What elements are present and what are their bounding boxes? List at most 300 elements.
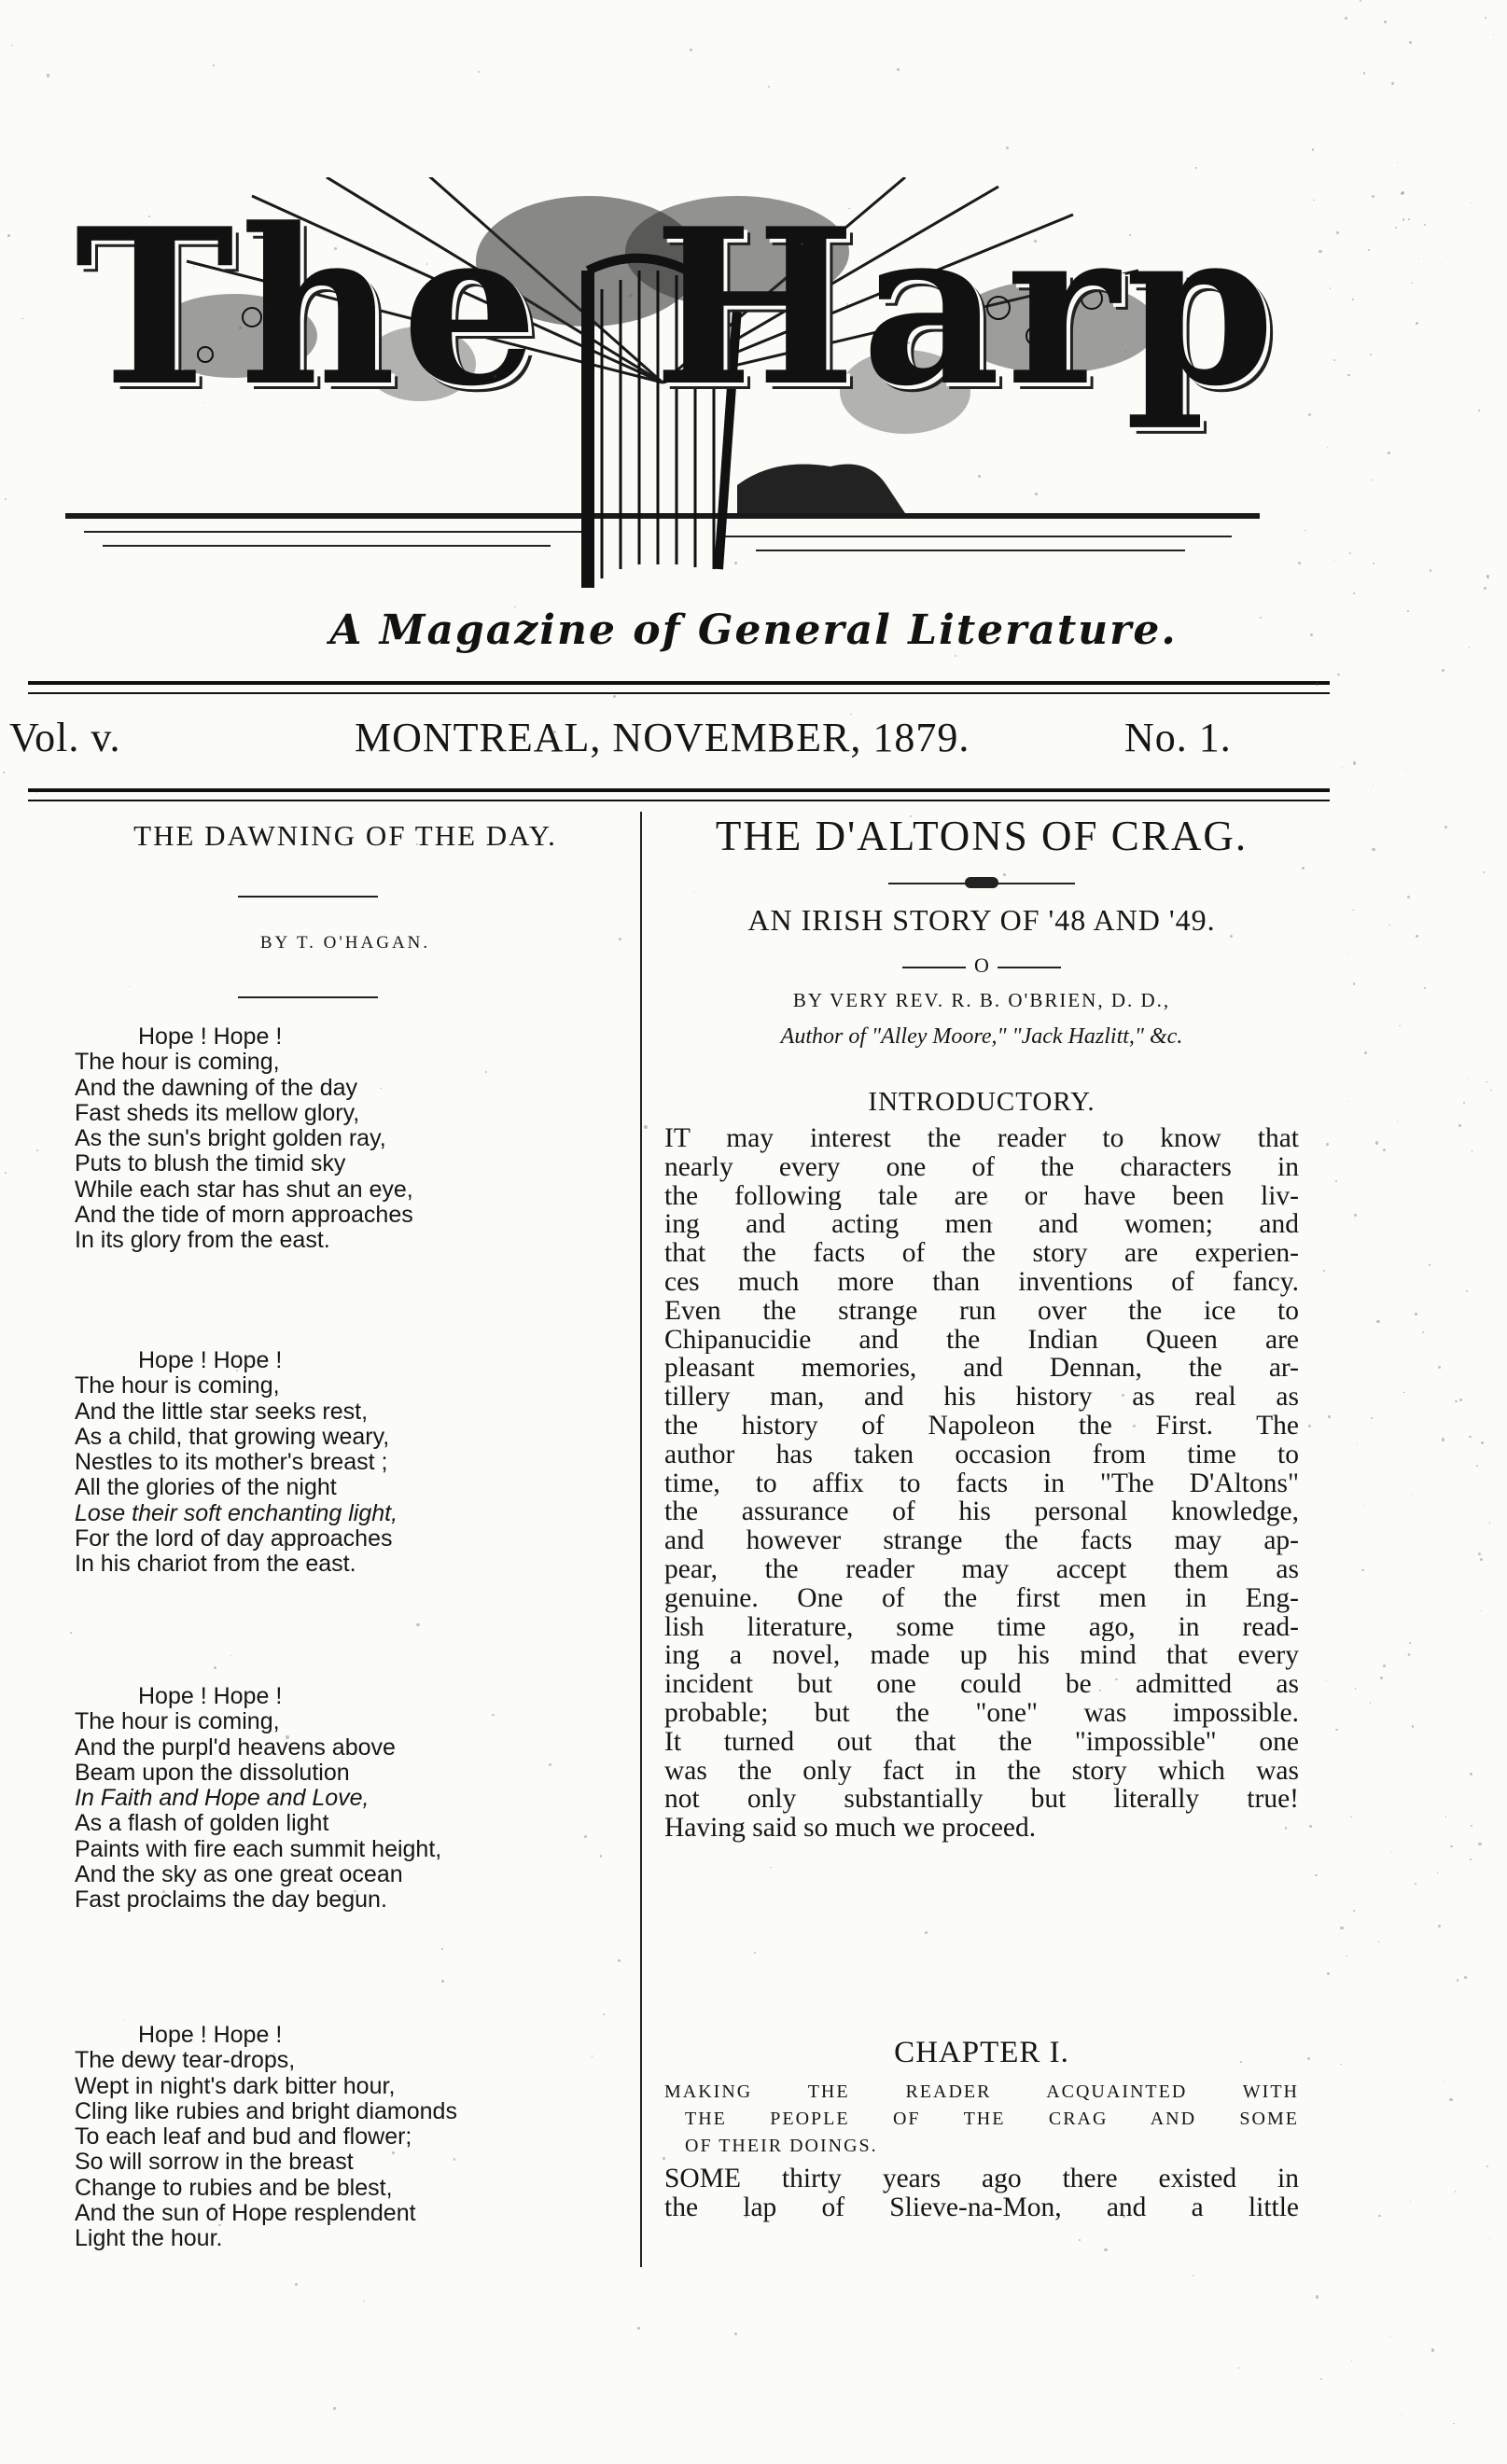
scan-speck	[1372, 480, 1374, 481]
poem-line: The hour is coming,	[75, 1049, 280, 1076]
scan-speck	[1480, 1558, 1483, 1561]
scan-speck	[1353, 1910, 1355, 1912]
scan-speck	[1373, 785, 1374, 786]
scan-speck	[1405, 770, 1406, 771]
prose-line: pleasant memories, and Dennan, the ar-	[664, 1354, 1299, 1384]
scan-speck	[1328, 1415, 1331, 1418]
scan-speck	[441, 1948, 443, 1950]
poem-stanza-4	[75, 2023, 635, 2252]
prose-line: was the only fact in the story which was	[664, 1756, 1299, 1786]
scan-speck	[1485, 17, 1486, 19]
scan-speck	[1415, 1883, 1417, 1886]
scan-speck	[1320, 2378, 1322, 2380]
prose-line: lish literature, some time ago, in read-	[664, 1612, 1299, 1642]
scan-speck	[1424, 987, 1426, 989]
story-subtitle: AN IRISH STORY OF '48 AND '49.	[747, 903, 1216, 937]
scan-speck	[1349, 552, 1351, 554]
scan-speck	[1416, 935, 1418, 938]
scan-speck	[955, 655, 956, 657]
scan-speck	[1478, 1843, 1481, 1845]
scan-speck	[1407, 896, 1410, 898]
scan-speck	[162, 1890, 165, 1893]
poem-line: The dewy tear-drops,	[75, 2047, 296, 2074]
scan-speck	[1348, 1101, 1349, 1102]
poem-stanza-2	[75, 1348, 635, 1578]
scan-speck	[1388, 452, 1390, 454]
scan-speck	[1003, 873, 1006, 876]
scan-speck	[1319, 250, 1321, 253]
scan-speck	[1486, 575, 1489, 578]
scan-speck	[1370, 1702, 1371, 1703]
scan-speck	[273, 2053, 275, 2054]
issue-number-label: No. 1.	[1124, 715, 1232, 760]
scan-speck	[1486, 2165, 1488, 2167]
scan-speck	[1395, 227, 1397, 229]
masthead-subtitle: A Magazine of General Literature.	[329, 606, 1178, 654]
scan-speck	[416, 843, 418, 845]
scan-speck	[1450, 1845, 1453, 1848]
scan-speck	[1455, 1400, 1457, 1402]
scan-speck	[754, 1952, 756, 1954]
prose-line: genuine. One of the first men in Eng-	[664, 1583, 1299, 1613]
poem-line: And the sky as one great ocean	[75, 1861, 403, 1888]
scan-speck	[1463, 1102, 1465, 1104]
prose-line: Chipanucidie and the Indian Queen are	[664, 1325, 1299, 1355]
scan-speck	[1424, 224, 1426, 226]
scan-speck	[230, 1655, 231, 1656]
poem-line: And the tide of morn approaches	[75, 1202, 413, 1229]
scan-speck	[1326, 1680, 1327, 1681]
scan-speck	[659, 218, 662, 221]
scan-speck	[1447, 256, 1448, 257]
prose-line: Having said so much we proceed.	[664, 1814, 1037, 1843]
scan-speck	[148, 216, 150, 217]
scan-speck	[1372, 195, 1374, 198]
scan-speck	[1470, 1773, 1472, 1775]
scan-speck	[1422, 1331, 1424, 1333]
scan-speck	[1195, 167, 1197, 169]
poem-line: Paints with fire each summit height,	[75, 1835, 442, 1862]
scan-speck	[36, 1149, 38, 1151]
scan-speck	[1478, 1552, 1481, 1555]
poem-line: As a child, that growing weary,	[75, 1423, 390, 1450]
poem-line: In his chariot from the east.	[75, 1551, 356, 1578]
scan-speck	[11, 45, 12, 46]
scan-speck	[1124, 351, 1126, 353]
scan-speck	[1484, 587, 1486, 590]
scan-speck	[1342, 767, 1343, 768]
prose-line: It turned out that the "impossible" one	[664, 1727, 1299, 1757]
scan-speck	[1323, 1270, 1325, 1272]
scan-speck	[690, 49, 692, 51]
volume-label: Vol. v.	[9, 715, 121, 760]
circle-separator: O	[902, 954, 1061, 978]
scan-speck	[1361, 1569, 1364, 1572]
story-author-credits: Author of "Alley Moore," "Jack Hazlitt," &c.	[780, 1024, 1183, 1049]
scan-speck	[1464, 1976, 1467, 1979]
scan-speck	[1442, 1438, 1444, 1441]
poem-line: As a flash of golden light	[75, 1810, 329, 1837]
scan-speck	[1123, 2216, 1125, 2219]
scan-speck	[1337, 674, 1339, 675]
scan-speck	[1079, 2239, 1081, 2241]
chapter-text	[664, 2165, 1299, 2222]
scan-speck	[618, 1959, 621, 1962]
scan-speck	[1316, 683, 1318, 685]
scan-speck	[1370, 354, 1372, 355]
scan-speck	[1388, 925, 1389, 926]
scan-speck	[1129, 234, 1131, 236]
scan-speck	[1357, 1444, 1358, 1445]
scan-speck	[1466, 1290, 1468, 1292]
prose-line: IT may interest the reader to know that	[664, 1124, 1299, 1153]
scan-speck	[1352, 299, 1354, 300]
prose-line: pear, the reader may accept them as	[664, 1554, 1299, 1584]
scan-speck	[1334, 560, 1335, 561]
scan-speck	[1057, 1440, 1058, 1441]
scan-speck	[1409, 1642, 1411, 1644]
poem-line: As the sun's bright golden ray,	[75, 1125, 386, 1152]
scan-speck	[1444, 826, 1447, 828]
scan-speck	[1307, 2057, 1310, 2060]
scan-speck	[1471, 1825, 1472, 1827]
scan-speck	[200, 2183, 202, 2185]
scan-speck	[295, 2283, 298, 2286]
scan-speck	[363, 2301, 364, 2302]
scan-speck	[615, 211, 617, 213]
scan-speck	[1489, 1522, 1491, 1524]
poem-line: So will sorrow in the breast	[75, 2149, 354, 2176]
scan-speck	[115, 1218, 117, 1220]
scan-speck	[1240, 2061, 1241, 2062]
scan-speck	[1133, 1425, 1136, 1427]
scan-speck	[1402, 191, 1404, 194]
scan-speck	[910, 815, 912, 817]
prose-line: SOME thirty years ago there existed in	[664, 2165, 1299, 2193]
scan-speck	[1397, 162, 1398, 163]
scan-speck	[1345, 17, 1347, 20]
scan-speck	[1122, 1394, 1124, 1397]
poem-line: Wept in night's dark bitter hour,	[75, 2072, 396, 2099]
scan-speck	[1431, 2348, 1434, 2351]
caption-line: MAKING THE READER ACQUAINTED WITH	[664, 2081, 1299, 2102]
scan-speck	[1483, 871, 1485, 873]
scan-speck	[1351, 2360, 1352, 2361]
poem-line: Lose their soft enchanting light,	[75, 1499, 398, 1526]
scan-speck	[1364, 1505, 1365, 1506]
scan-speck	[1472, 1150, 1473, 1152]
scan-speck	[1099, 1690, 1100, 1691]
scan-speck	[925, 1931, 928, 1934]
prose-line: and however strange the facts may ap-	[664, 1526, 1299, 1555]
scan-speck	[1309, 1825, 1312, 1828]
story-title: THE D'ALTONS OF CRAG.	[715, 813, 1249, 859]
scan-speck	[1298, 562, 1301, 564]
scan-speck	[494, 375, 496, 378]
scan-speck	[1409, 41, 1412, 44]
poem-line: While each star has shut an eye,	[75, 1176, 413, 1203]
scan-speck	[1445, 1816, 1447, 1817]
scan-speck	[213, 64, 215, 66]
scan-speck	[1316, 2295, 1319, 2298]
poem-line: And the little star seeks rest,	[75, 1398, 369, 1425]
scan-speck	[922, 1173, 925, 1176]
scan-speck	[1355, 1688, 1356, 1689]
scan-speck	[1335, 1729, 1338, 1732]
scan-speck	[1490, 1090, 1492, 1092]
scan-speck	[768, 86, 770, 88]
poem-title-rule	[238, 896, 378, 898]
poem-line: In Faith and Hope and Love,	[75, 1785, 370, 1812]
poem-line: All the glories of the night	[75, 1474, 337, 1501]
scan-speck	[1193, 2275, 1194, 2276]
scan-speck	[734, 2332, 737, 2335]
scan-speck	[416, 1623, 419, 1626]
poem-line: The hour is coming,	[75, 1372, 280, 1399]
prose-line: nearly every one of the characters in	[664, 1152, 1299, 1182]
scan-speck	[644, 1125, 647, 1128]
scan-speck	[1312, 148, 1315, 151]
scan-speck	[1471, 202, 1472, 203]
poem-byline: BY T. O'HAGAN.	[259, 933, 431, 953]
scan-speck	[1315, 1874, 1317, 1876]
scan-speck	[1035, 493, 1038, 495]
scan-speck	[124, 2019, 125, 2020]
scan-speck	[1408, 1653, 1410, 1655]
scan-speck	[1363, 72, 1366, 75]
scan-speck	[1412, 1725, 1415, 1728]
scan-speck	[1480, 1610, 1481, 1611]
scan-speck	[986, 1201, 987, 1202]
scan-speck	[1442, 669, 1444, 672]
scan-speck	[1457, 1979, 1458, 1981]
scan-speck	[1034, 240, 1037, 243]
poem-line: Hope ! Hope !	[138, 2022, 283, 2048]
scan-speck	[1383, 1664, 1386, 1667]
column-divider	[640, 812, 642, 2267]
prose-line: the following tale are or have been liv-	[664, 1181, 1299, 1211]
scan-speck	[1384, 21, 1387, 23]
scan-speck	[637, 2327, 639, 2329]
scan-speck	[1372, 848, 1374, 851]
scan-speck	[1285, 1827, 1288, 1830]
poem-line: Light the hour.	[75, 2225, 223, 2252]
scan-speck	[1489, 2238, 1490, 2239]
scan-speck	[1353, 761, 1356, 764]
scan-speck	[1336, 231, 1338, 233]
scan-speck	[1453, 2423, 1454, 2424]
scan-speck	[1330, 287, 1331, 288]
scan-speck	[478, 71, 480, 73]
scan-speck	[603, 2013, 605, 2015]
scan-speck	[1230, 935, 1233, 938]
bottom-double-rule-thin	[28, 800, 1330, 801]
scan-speck	[663, 2157, 665, 2160]
scan-speck	[1371, 1417, 1373, 1419]
scan-speck	[1310, 633, 1313, 636]
prose-line: that the facts of the story are experien-	[664, 1239, 1299, 1268]
scan-speck	[1469, 1436, 1471, 1438]
poem-line: Fast proclaims the day begun.	[75, 1886, 387, 1914]
introductory-text	[664, 1124, 1299, 1843]
prose-line: probable; but the "one" was impossible.	[664, 1698, 1299, 1728]
caption-line: THE PEOPLE OF THE CRAG AND SOME	[685, 2109, 1299, 2129]
poem-stanza-1	[75, 1024, 635, 1254]
scan-speck	[1378, 2215, 1381, 2218]
scan-speck	[1375, 1141, 1378, 1144]
scan-speck	[1373, 563, 1374, 564]
masthead-title-harp: Harp	[653, 182, 1281, 434]
chapter-heading: CHAPTER I.	[894, 2036, 1069, 2069]
scan-speck	[70, 1632, 72, 1634]
scan-speck	[1352, 910, 1354, 912]
scan-speck	[1408, 218, 1410, 220]
caption-line: OF THEIR DOINGS.	[685, 2136, 878, 2156]
masthead-title-the: The	[75, 182, 544, 434]
scan-speck	[1438, 1925, 1441, 1928]
poem-line: And the dawning of the day	[75, 1074, 358, 1101]
scan-speck	[734, 562, 737, 564]
scan-speck	[1415, 1313, 1416, 1315]
scan-speck	[1407, 610, 1408, 611]
scan-speck	[613, 695, 616, 698]
poem-line: In its glory from the east.	[75, 1227, 330, 1254]
scan-speck	[1412, 1494, 1413, 1495]
top-double-rule	[28, 681, 1330, 685]
scan-speck	[1430, 569, 1432, 572]
scan-speck	[549, 1763, 551, 1766]
title-ornament	[965, 877, 998, 888]
scan-speck	[584, 1835, 587, 1838]
scan-speck	[1459, 1399, 1462, 1401]
prose-line: time, to affix to facts in "The D'Altons"	[664, 1469, 1299, 1498]
scan-speck	[1364, 1051, 1367, 1054]
scan-speck	[990, 1222, 992, 1224]
prose-line: the lap of Slieve-na-Mon, and a little	[664, 2193, 1299, 2222]
poem-line: Puts to blush the timid sky	[75, 1150, 346, 1177]
scan-speck	[1391, 1851, 1392, 1852]
scan-speck	[1360, 0, 1361, 2]
scan-speck	[47, 74, 49, 77]
scan-speck	[1402, 218, 1405, 221]
scan-speck	[1399, 1025, 1401, 1027]
poem-title: THE DAWNING OF THE DAY.	[133, 819, 557, 852]
scan-speck	[1449, 2098, 1452, 2101]
scan-speck	[1429, 1264, 1430, 1265]
poem-stanza-3	[75, 1684, 635, 1914]
scan-speck	[1383, 1148, 1386, 1151]
scan-speck	[5, 1172, 7, 1174]
story-author: BY VERY REV. R. B. O'BRIEN, D. D.,	[792, 989, 1171, 1011]
scan-speck	[286, 1735, 288, 1738]
scan-speck	[1335, 1180, 1337, 1182]
scan-speck	[1313, 200, 1314, 201]
scan-speck	[514, 606, 516, 608]
scan-speck	[1478, 410, 1479, 411]
scan-speck	[1476, 1465, 1478, 1467]
poem-line: And the sun of Hope resplendent	[75, 2200, 416, 2227]
scan-speck	[1368, 249, 1370, 251]
scan-speck	[1481, 1441, 1484, 1444]
scan-speck	[897, 68, 900, 71]
scan-speck	[1353, 982, 1355, 984]
prose-line: the history of Napoleon the First. The	[664, 1411, 1299, 1441]
scan-speck	[978, 475, 981, 478]
scan-speck	[7, 234, 10, 237]
scan-speck	[1302, 867, 1305, 870]
poem-line: For the lord of day approaches	[75, 1525, 393, 1552]
scan-speck	[619, 938, 621, 940]
scan-speck	[1308, 1425, 1311, 1427]
chapter-caption	[664, 2079, 1299, 2160]
scan-speck	[694, 891, 695, 892]
poem-line: And the purpl'd heavens above	[75, 1733, 396, 1761]
scan-speck	[1353, 592, 1354, 593]
poem-line: The hour is coming,	[75, 1708, 280, 1735]
scan-speck	[214, 1666, 216, 1669]
poem-line: Nestles to its mother's breast ;	[75, 1449, 388, 1476]
poem-line: To each leaf and bud and flower;	[75, 2123, 412, 2151]
scan-speck	[1238, 2367, 1240, 2369]
prose-line: ing and acting men and women; and	[664, 1210, 1299, 1240]
scan-speck	[801, 243, 803, 245]
scan-speck	[441, 1980, 444, 1983]
scan-speck	[1411, 283, 1413, 285]
scan-speck	[5, 498, 7, 501]
scan-speck	[917, 1321, 918, 1322]
prose-line: incident but one could be admitted as	[664, 1670, 1299, 1699]
prose-line: ing a novel, made up his mind that every	[664, 1641, 1299, 1671]
scan-speck	[1458, 1124, 1460, 1126]
poem-line: Change to rubies and be blest,	[75, 2174, 393, 2201]
scan-speck	[1455, 2191, 1457, 2193]
scan-speck	[1333, 359, 1335, 361]
poem-line: Hope ! Hope !	[138, 1347, 283, 1373]
scan-speck	[333, 2407, 335, 2409]
scan-speck	[1416, 322, 1418, 325]
scan-speck	[1104, 2248, 1107, 2251]
scan-speck	[1354, 1214, 1356, 1216]
prose-line: author has taken occasion from time to	[664, 1440, 1299, 1469]
bottom-double-rule	[28, 788, 1330, 792]
prose-line: tillery man, and his history as real as	[664, 1383, 1299, 1412]
scan-speck	[1326, 1143, 1329, 1146]
scan-speck	[3, 772, 5, 773]
scan-speck	[1340, 2064, 1342, 2066]
scan-speck	[492, 1714, 494, 1716]
poem-line: Beam upon the dissolution	[75, 1759, 350, 1786]
scan-speck	[1410, 2201, 1411, 2202]
scan-speck	[1470, 1858, 1472, 1860]
poem-line: Fast sheds its mellow glory,	[75, 1099, 360, 1126]
scan-speck	[1308, 413, 1311, 416]
poem-line: Hope ! Hope !	[138, 1683, 283, 1709]
scan-speck	[1327, 447, 1328, 448]
scan-speck	[1378, 1941, 1380, 1942]
scan-speck	[1438, 1366, 1441, 1369]
scan-speck	[1006, 146, 1009, 149]
scan-speck	[1380, 1677, 1383, 1679]
poem-line: Hope ! Hope !	[138, 1023, 283, 1050]
scan-speck	[850, 714, 851, 715]
scan-speck	[1347, 374, 1349, 376]
prose-line: ces much more than inventions of fancy.	[664, 1267, 1299, 1297]
scan-speck	[1418, 258, 1419, 259]
poem-line: Cling like rubies and bright diamonds	[75, 2097, 457, 2124]
prose-line: Even the strange run over the ice to	[664, 1296, 1299, 1326]
introductory-heading: INTRODUCTORY.	[868, 1087, 1095, 1117]
scan-speck	[770, 1867, 772, 1869]
